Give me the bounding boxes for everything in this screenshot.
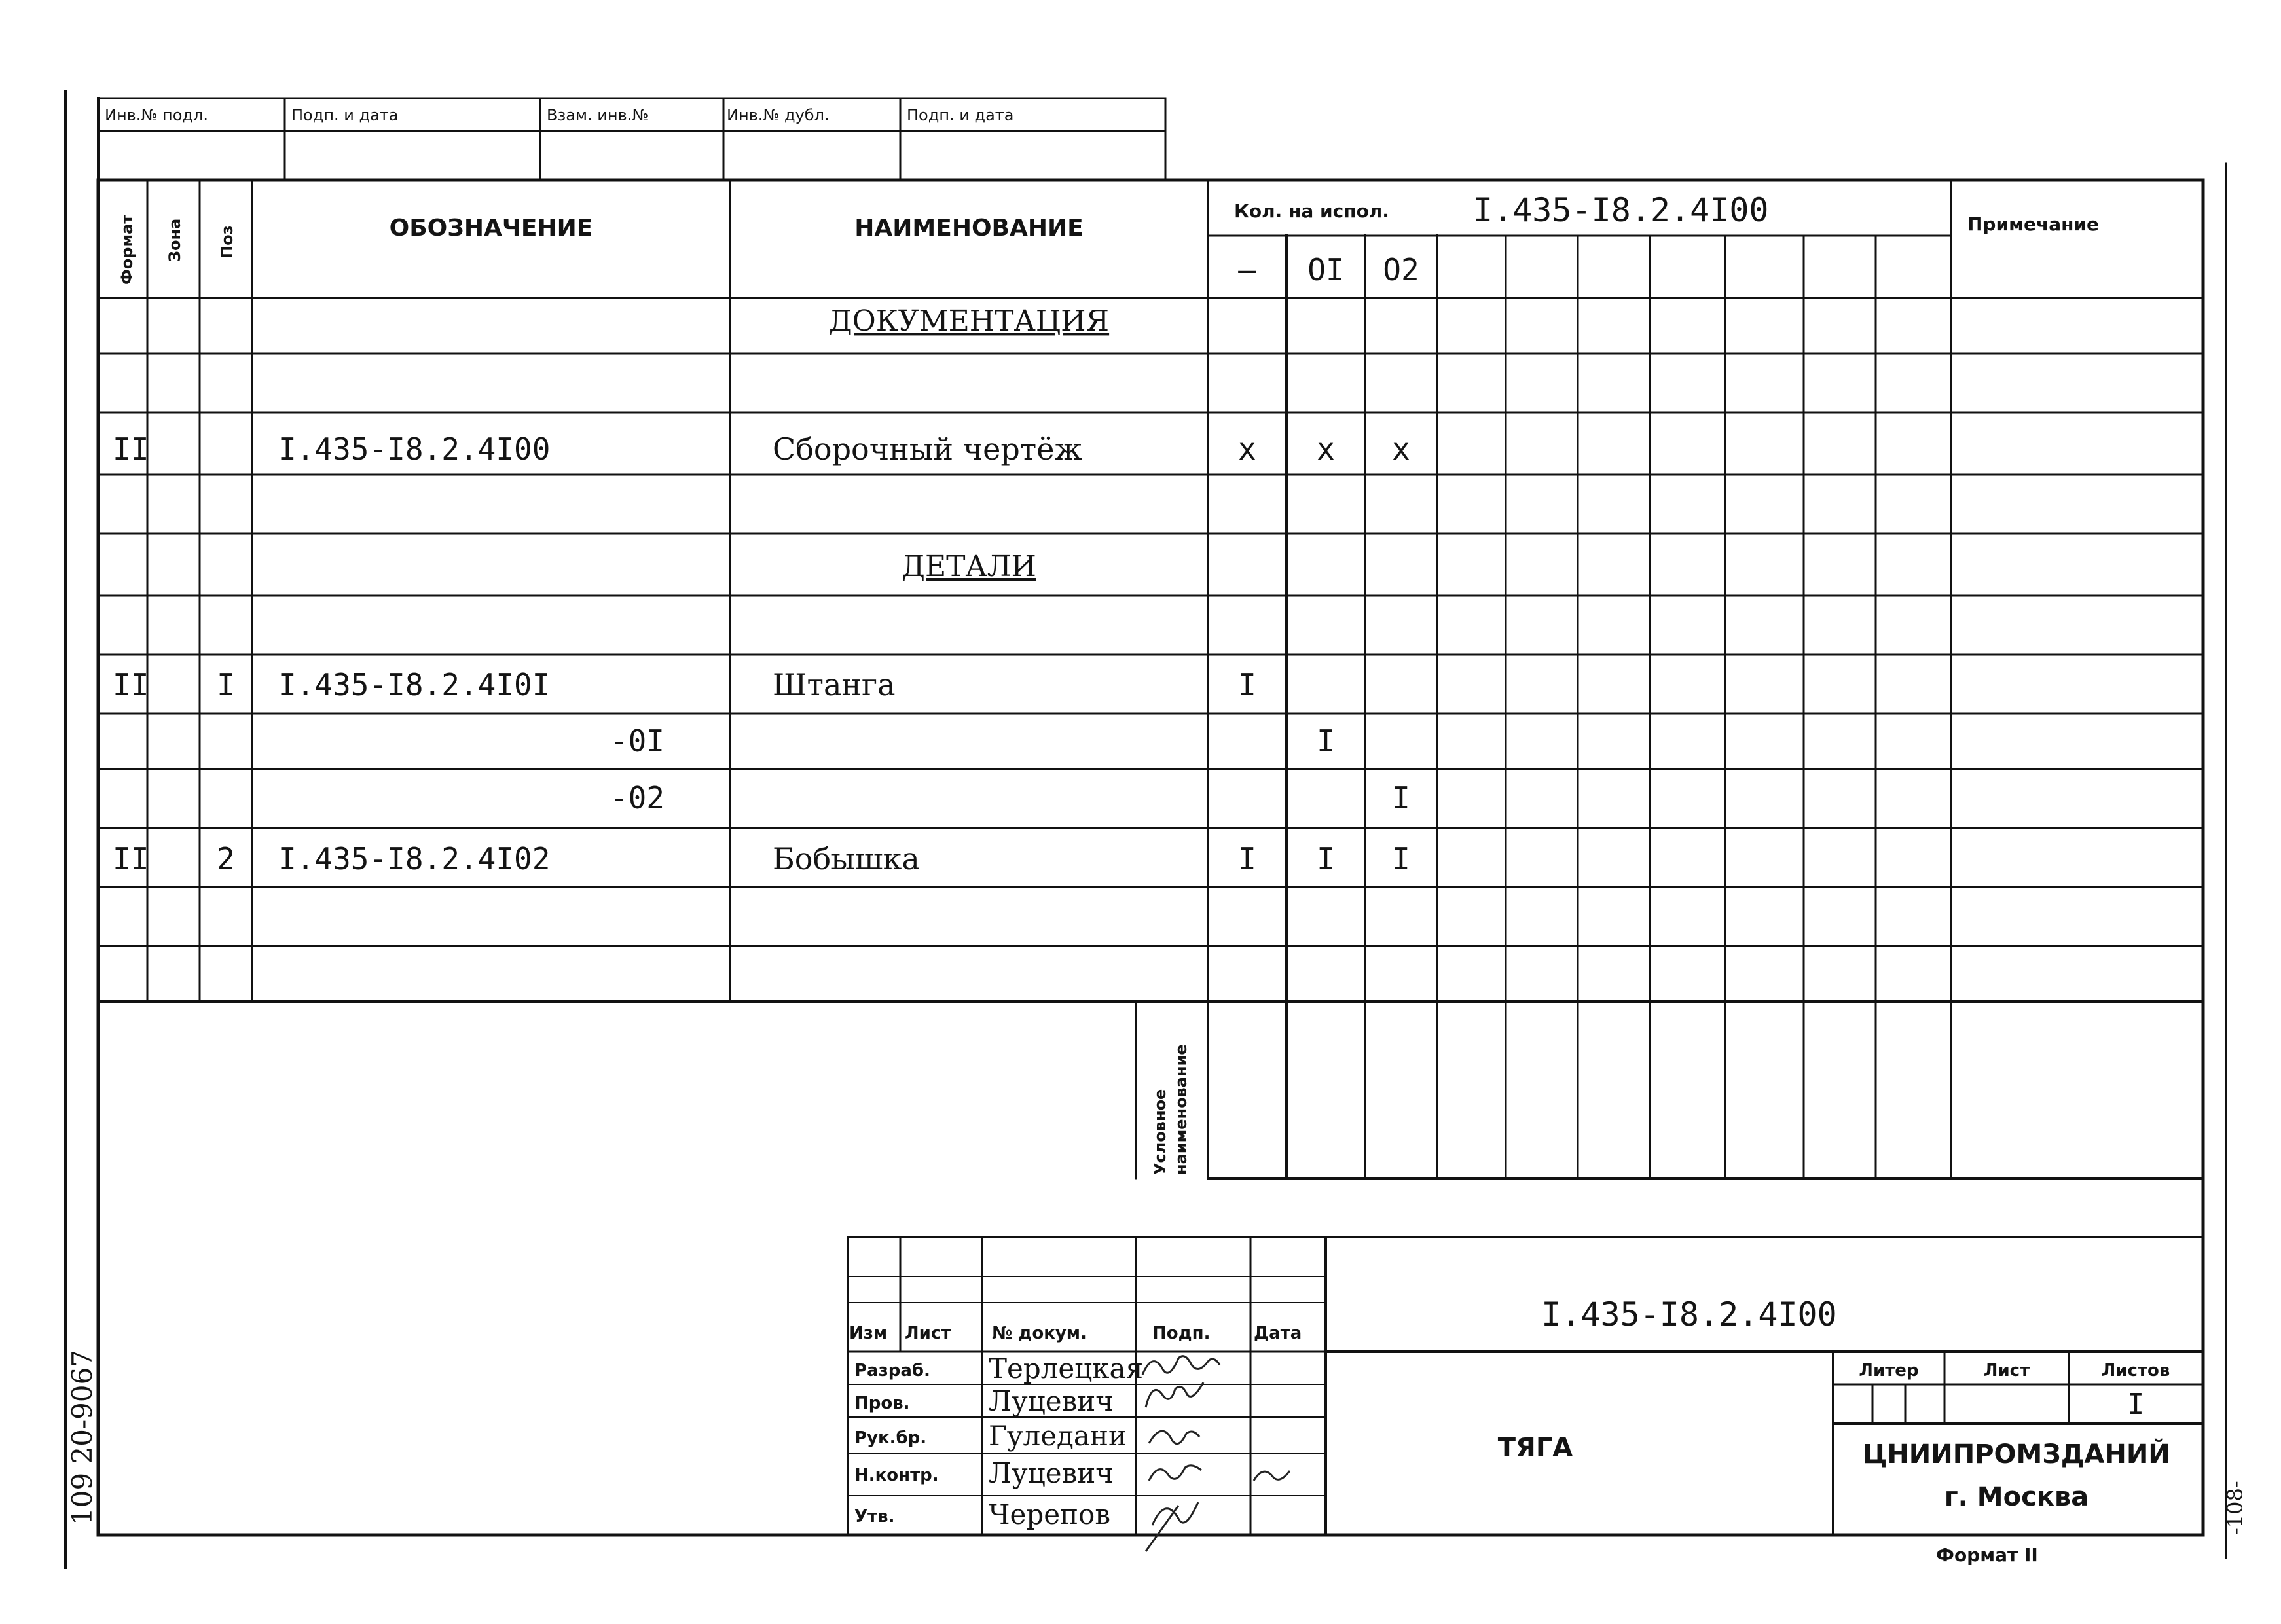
cell-format: II <box>113 841 149 876</box>
cell-qty: I <box>1238 841 1256 876</box>
table-row <box>610 723 1335 759</box>
cell-qty: x <box>1238 431 1256 467</box>
cell-position: 2 <box>217 841 235 876</box>
col-izm: Изм <box>849 1324 888 1343</box>
person-name: Луцевич <box>989 1385 1114 1417</box>
signature <box>1146 1382 1203 1407</box>
header-name: НАИМЕНОВАНИЕ <box>854 215 1084 242</box>
archive-stamp-header: Инв.№ подл. <box>105 106 208 124</box>
cell-qty: I <box>1317 723 1335 759</box>
cell-format: II <box>113 667 149 702</box>
table-row <box>113 841 1410 876</box>
signature <box>1149 1431 1199 1443</box>
cell-qty: I <box>1238 667 1256 702</box>
header-note: Примечание <box>1967 213 2100 235</box>
margin-label-right: -108- <box>2223 1481 2248 1535</box>
signature <box>1146 1502 1198 1551</box>
cell-position: I <box>217 667 235 702</box>
table-row <box>113 667 1256 702</box>
role-label: Утв. <box>854 1507 895 1526</box>
section-title-documentation: ДОКУМЕНТАЦИЯ <box>828 304 1110 338</box>
col-doc: № докум. <box>992 1324 1087 1343</box>
cell-name: Штанга <box>773 667 896 702</box>
person-name: Гуледани <box>989 1420 1127 1452</box>
cell-name: Сборочный чертёж <box>773 431 1082 467</box>
header-position: Поз <box>218 225 236 259</box>
header-sheets: Листов <box>2101 1361 2170 1380</box>
archive-stamp-header: Подп. и дата <box>291 106 399 124</box>
format-note: Формат II <box>1936 1544 2038 1566</box>
header-liter: Литер <box>1859 1361 1919 1380</box>
archive-stamp-header: Инв.№ дубл. <box>727 106 830 124</box>
cell-designation: I.435-I8.2.4I00 <box>278 431 551 467</box>
signature <box>1149 1466 1290 1481</box>
table-row <box>113 431 1410 467</box>
sheet-frame <box>65 92 2226 1568</box>
signature <box>1142 1356 1220 1375</box>
cell-designation: -0I <box>610 723 665 759</box>
role-label: Пров. <box>854 1394 910 1413</box>
header-sheet: Лист <box>1983 1361 2030 1380</box>
col-sign: Подп. <box>1152 1324 1211 1343</box>
role-label: Н.контр. <box>854 1466 939 1485</box>
header-zone: Зона <box>166 218 184 262</box>
header-format: Формат <box>118 214 136 285</box>
conditional-name-label: Условное <box>1151 1089 1169 1175</box>
cell-format: II <box>113 431 149 467</box>
spec-headers <box>118 191 2099 287</box>
cell-name: Бобышка <box>773 841 920 876</box>
cell-qty: x <box>1317 431 1335 467</box>
col-date: Дата <box>1254 1324 1302 1343</box>
variant-label: O2 <box>1383 252 1419 287</box>
cell-qty: I <box>1392 841 1410 876</box>
section-title-details: ДЕТАЛИ <box>902 550 1036 583</box>
variant-label: OI <box>1307 252 1344 287</box>
conditional-name-label: наименование <box>1172 1044 1190 1175</box>
title-city: г. Москва <box>1944 1482 2089 1512</box>
cell-qty: I <box>1317 841 1335 876</box>
archive-stamp <box>98 98 1165 180</box>
header-designation: ОБОЗНАЧЕНИЕ <box>389 215 593 242</box>
person-name: Луцевич <box>989 1457 1114 1489</box>
title-doc-number: I.435-I8.2.4I00 <box>1541 1295 1837 1333</box>
cell-qty: I <box>1392 780 1410 816</box>
cell-designation: -02 <box>610 780 665 816</box>
col-list: Лист <box>905 1324 951 1343</box>
role-label: Рук.бр. <box>854 1428 927 1448</box>
variant-label: – <box>1238 252 1256 287</box>
role-label: Разраб. <box>854 1361 930 1380</box>
cell-designation: I.435-I8.2.4I0I <box>278 667 551 702</box>
title-block <box>848 1237 2203 1551</box>
person-name: Черепов <box>989 1498 1110 1530</box>
cell-designation: I.435-I8.2.4I02 <box>278 841 551 876</box>
margin-label-left: 109 20-9067 <box>66 1349 98 1525</box>
cell-qty: x <box>1392 431 1410 467</box>
title-organization: ЦНИИПРОМЗДАНИЙ <box>1863 1439 2170 1470</box>
archive-stamp-header: Подп. и дата <box>907 106 1014 124</box>
header-qty-doc: I.435-I8.2.4I00 <box>1473 191 1769 229</box>
sheets-value: I <box>2126 1388 2145 1421</box>
title-item-name: ТЯГА <box>1497 1433 1573 1463</box>
header-qty-label: Кол. на испол. <box>1234 200 1389 222</box>
archive-stamp-header: Взам. инв.№ <box>547 106 649 124</box>
person-name: Терлецкая <box>989 1352 1144 1384</box>
